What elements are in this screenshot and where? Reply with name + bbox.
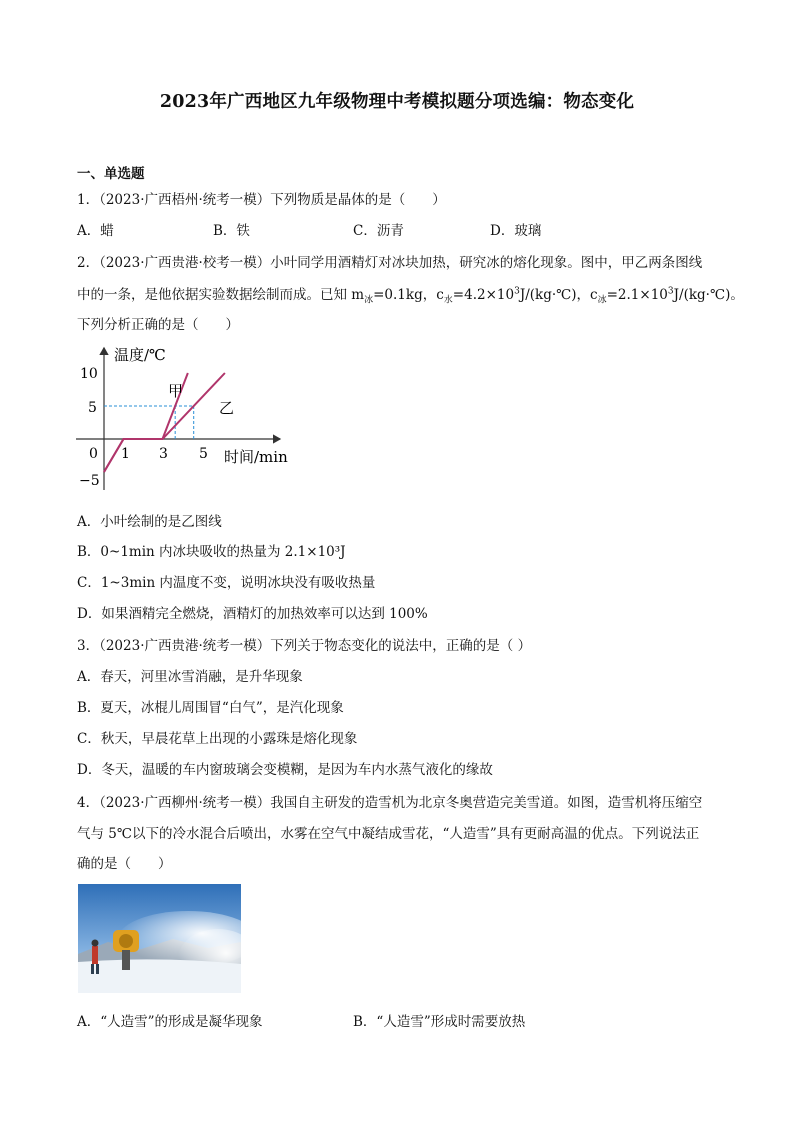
- q1-stem: 1．（2023·广西梧州·统考一模）下列物质是晶体的是（ ）: [77, 192, 446, 208]
- q1-option-c: C．沥青: [353, 223, 404, 239]
- q2-text: J/(kg·℃)，c: [519, 287, 598, 303]
- q2-sub-water: 水: [443, 295, 453, 306]
- q2-stem-line2: [77, 283, 744, 306]
- page-title: 2023年广西地区九年级物理中考模拟题分项选编：物态变化: [159, 92, 635, 112]
- x-tick-3: 3: [159, 446, 168, 462]
- q2-option-b: B．0~1min 内冰块吸收的热量为 2.1×10³J: [77, 544, 346, 560]
- q3-stem: 3．（2023·广西贵港·统考一模）下列关于物态变化的说法中，正确的是（ ）: [77, 638, 532, 654]
- q4-option-b: B．“人造雪”形成时需要放热: [353, 1014, 526, 1030]
- q1-option-d: D．玻璃: [490, 223, 542, 239]
- y-tick-neg5: −5: [79, 473, 100, 489]
- q1-option-a: A．蜡: [77, 223, 114, 239]
- q2-text: 中的一条，是他依据实验数据绘制而成。已知 m: [77, 287, 365, 303]
- q2-text: J/(kg·℃)。: [673, 287, 744, 303]
- q2-option-c: C．1~3min 内温度不变，说明冰块没有吸收热量: [77, 575, 376, 591]
- x-tick-1: 1: [121, 446, 130, 462]
- q4-option-a: A．“人造雪”的形成是凝华现象: [77, 1014, 263, 1030]
- q2-sup: 3: [667, 286, 674, 297]
- q2-option-a: A．小叶绘制的是乙图线: [77, 514, 222, 530]
- series-label-jia: 甲: [168, 382, 184, 400]
- q2-sub-ice: 冰: [597, 295, 607, 306]
- x-tick-5: 5: [199, 446, 208, 462]
- temperature-time-chart: [76, 340, 306, 500]
- q2-stem-line1: 2．（2023·广西贵港·校考一模）小叶同学用酒精灯对冰块加热，研究冰的熔化现象。图中，甲乙两条图线: [77, 255, 703, 271]
- q4-stem-line3: 确的是（ ）: [77, 856, 172, 872]
- q1-option-b: B．铁: [213, 223, 250, 239]
- q3-option-c: C．秋天，早晨花草上出现的小露珠是熔化现象: [77, 731, 358, 747]
- q2-text: =4.2×10: [452, 287, 515, 303]
- q3-option-b: B．夏天，冰棍儿周围冒“白气”，是汽化现象: [77, 700, 344, 716]
- q2-text: =2.1×10: [606, 287, 668, 303]
- q2-option-d: D．如果酒精完全燃烧，酒精灯的加热效率可以达到 100%: [77, 606, 428, 622]
- snow-machine-photo: [78, 884, 241, 993]
- y-axis-label: 温度/℃: [114, 346, 166, 364]
- y-tick-10: 10: [80, 366, 98, 382]
- q3-option-a: A．春天，河里冰雪消融，是升华现象: [77, 669, 303, 685]
- q2-sup: 3: [514, 286, 520, 297]
- q2-text: =0.1kg，c: [373, 287, 444, 303]
- q4-stem-line1: 4．（2023·广西柳州·统考一模）我国自主研发的造雪机为北京冬奥营造完美雪道。如图，造雪机将压缩空: [77, 795, 703, 811]
- series-label-yi: 乙: [219, 399, 235, 417]
- q4-stem-line2: 气与 5℃以下的冷水混合后喷出，水雾在空气中凝结成雪花，“人造雪”具有更耐高温的优点。下列说法正: [77, 826, 700, 842]
- x-tick-0: 0: [89, 446, 98, 462]
- y-tick-5: 5: [88, 400, 97, 416]
- section-heading: 一、单选题: [77, 166, 145, 182]
- x-axis-label: 时间/min: [224, 448, 288, 466]
- q2-stem-line3: 下列分析正确的是（ ）: [77, 317, 239, 333]
- q3-option-d: D．冬天，温暖的车内窗玻璃会变模糊，是因为车内水蒸气液化的缘故: [77, 762, 493, 778]
- q2-sub-ice: 冰: [364, 295, 374, 306]
